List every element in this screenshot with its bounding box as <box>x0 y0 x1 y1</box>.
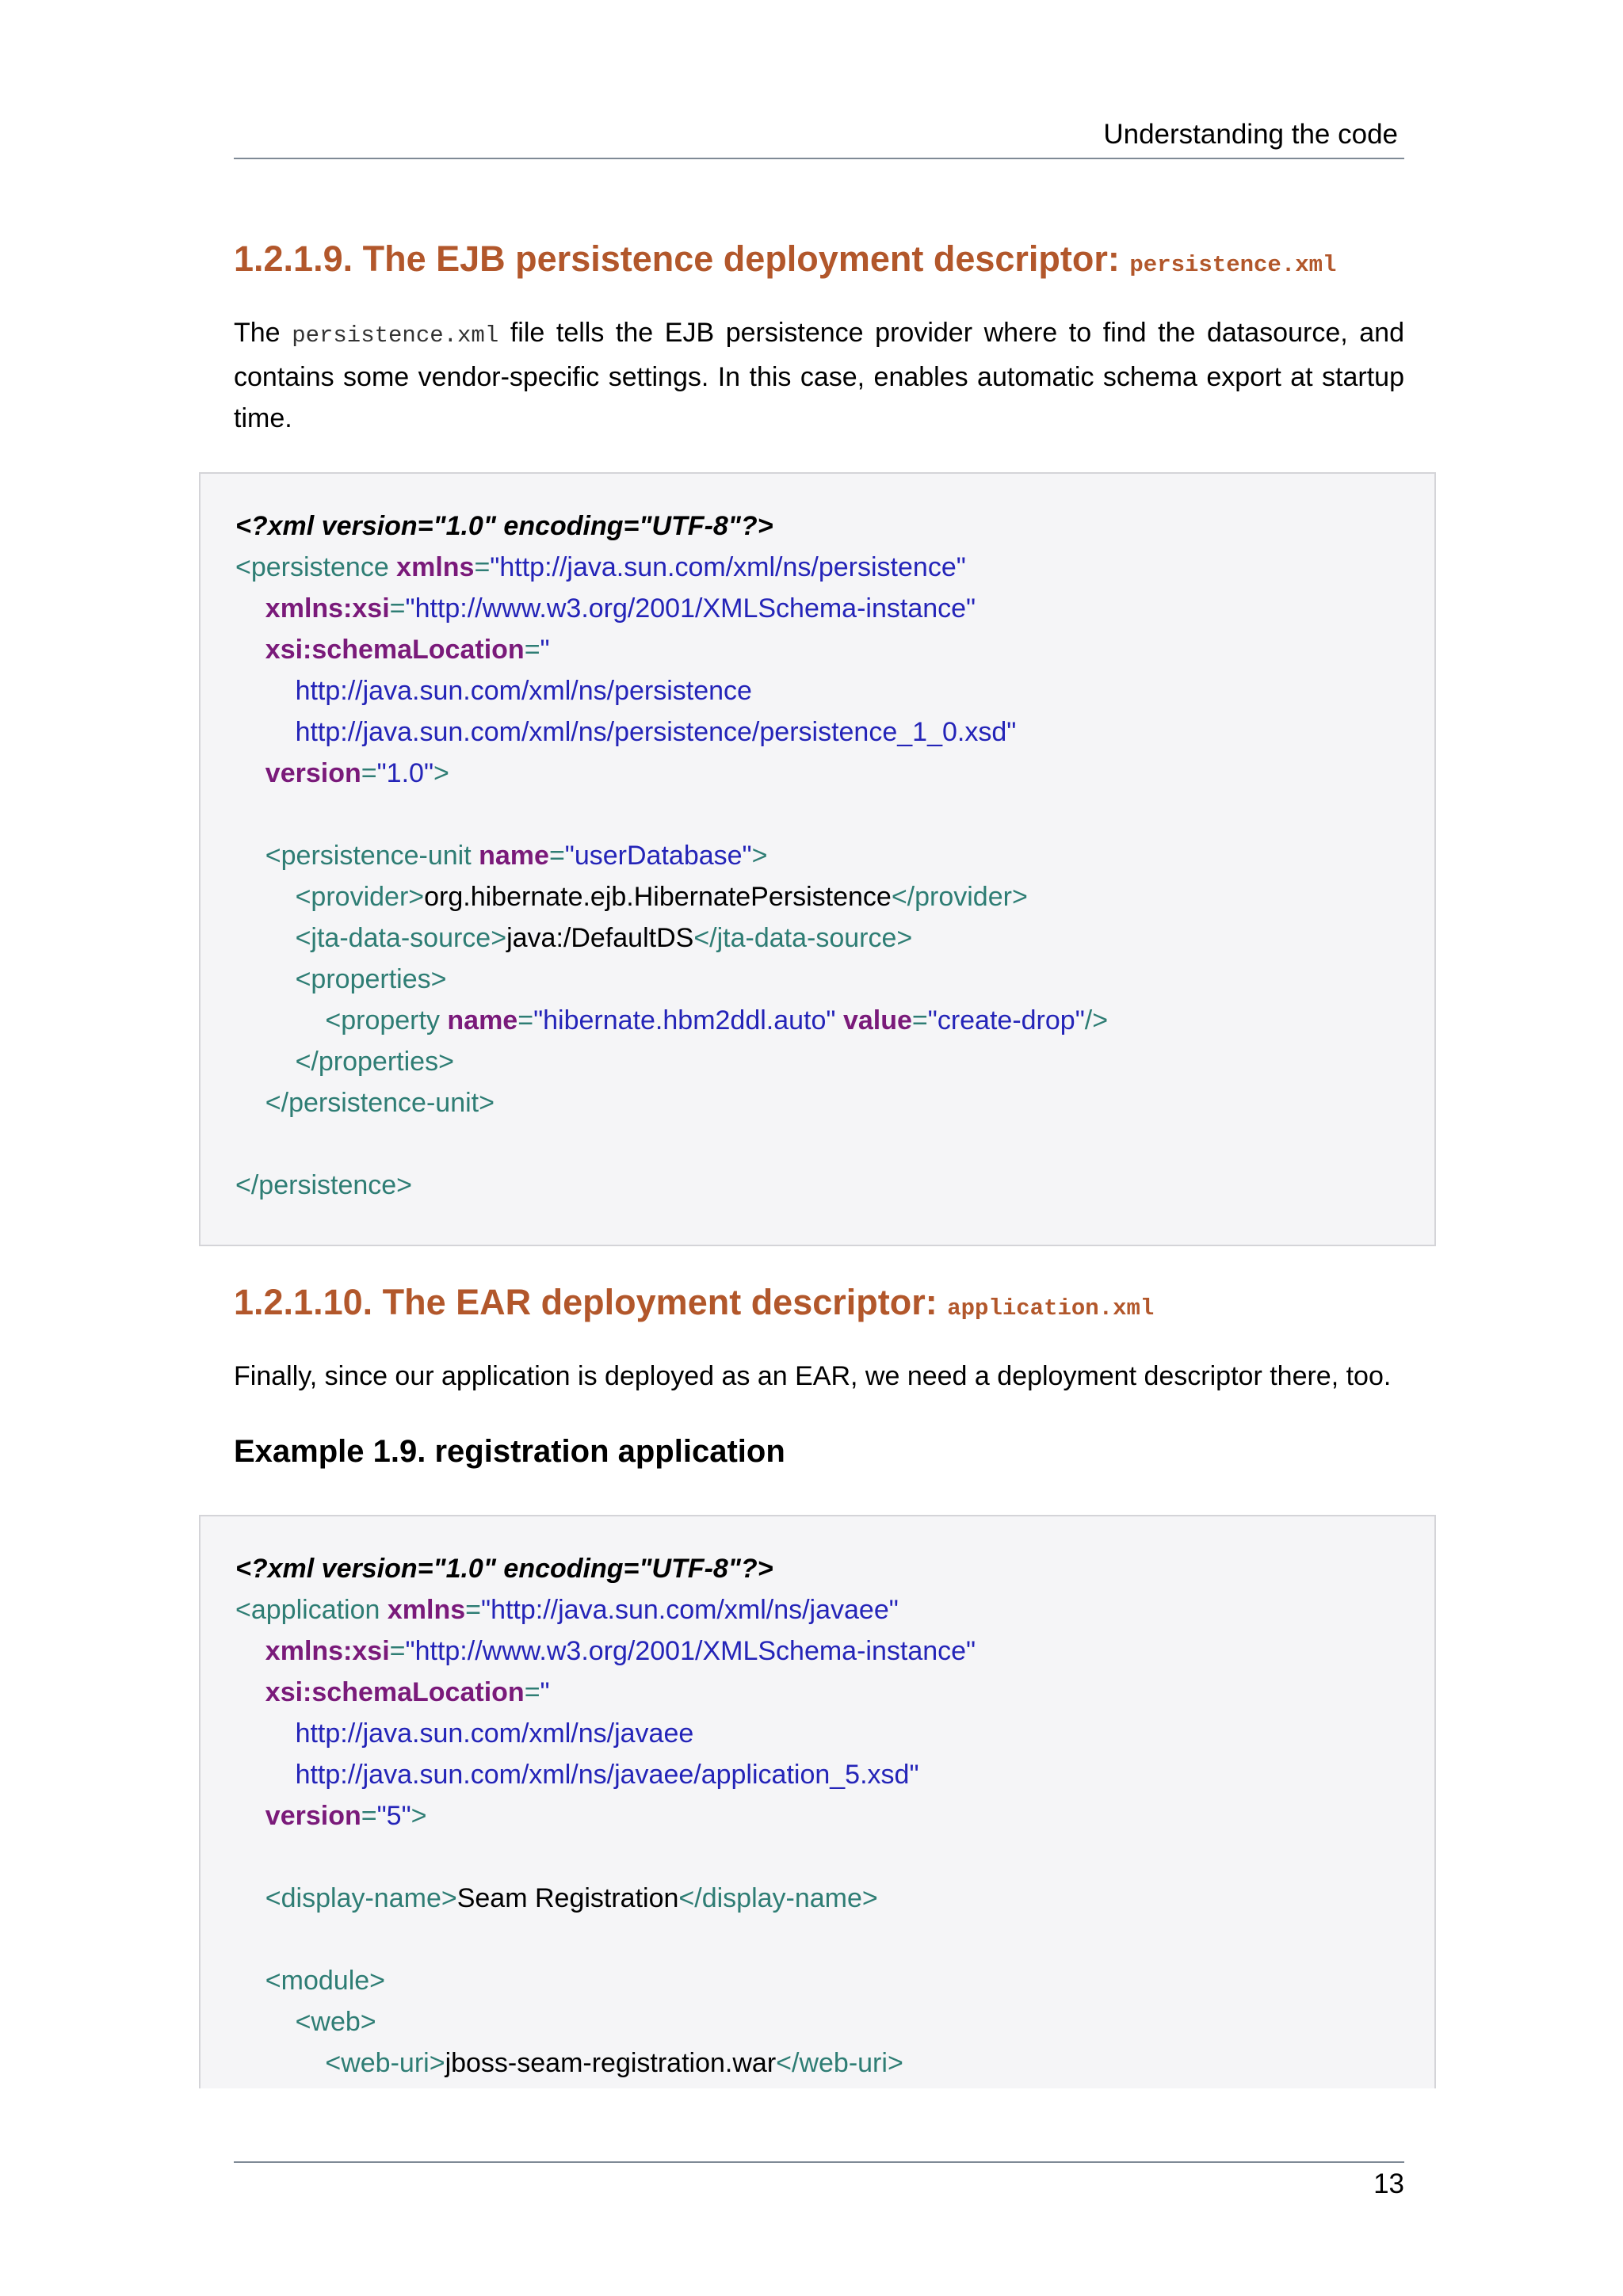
code-token: <?xml version="1.0" encoding="UTF-8"?> <box>235 1554 773 1584</box>
code-token: "1.0" <box>376 758 434 788</box>
code-token: xmlns:xsi <box>265 593 390 624</box>
code-token: <web-uri> <box>325 2048 445 2078</box>
code-token: <display-name> <box>265 1883 457 1913</box>
code-token: version <box>265 758 361 788</box>
paragraph-filename: persistence.xml <box>292 322 499 349</box>
code-line <box>235 1589 1434 1630</box>
code-token: = <box>524 635 540 665</box>
code-line <box>235 1082 1434 1123</box>
code-token: xsi:schemaLocation <box>265 1677 525 1707</box>
code-token: = <box>361 758 377 788</box>
code-token: org.hibernate.ejb.HibernatePersistence <box>424 882 892 912</box>
persistence-paragraph <box>234 312 1404 439</box>
code-token: </jta-data-source> <box>693 923 913 953</box>
code-token: </provider> <box>891 882 1028 912</box>
code-token: xmlns:xsi <box>265 1636 390 1666</box>
code-line <box>235 1165 1434 1206</box>
code-token <box>235 635 265 665</box>
code-token: Seam Registration <box>456 1883 679 1913</box>
code-token: " <box>540 1677 550 1707</box>
persistence-code-block <box>199 472 1436 1246</box>
code-token <box>235 2048 325 2078</box>
code-token: xmlns <box>387 1595 466 1625</box>
code-token: </properties> <box>295 1047 454 1077</box>
code-token <box>235 1677 265 1707</box>
application-code-block <box>199 1515 1436 2088</box>
code-token: "http://java.sun.com/xml/ns/javaee" <box>481 1595 899 1625</box>
code-token: <?xml version="1.0" encoding="UTF-8"?> <box>235 511 773 541</box>
code-token <box>235 676 296 706</box>
section-heading-file: persistence.xml <box>1129 252 1337 278</box>
code-token: http://java.sun.com/xml/ns/javaee <box>295 1718 694 1749</box>
code-token: "5" <box>376 1801 411 1831</box>
section-heading-ear <box>234 1281 1154 1330</box>
code-token <box>235 923 296 953</box>
code-token <box>235 841 265 871</box>
code-token: = <box>361 1801 377 1831</box>
code-line <box>235 1672 1434 1713</box>
code-line <box>235 547 1434 588</box>
section-heading-text: 1.2.1.10. The EAR deployment descriptor: <box>234 1282 948 1322</box>
code-token: </persistence> <box>235 1170 413 1200</box>
code-token: name <box>447 1005 518 1035</box>
section-heading-text: 1.2.1.9. The EJB persistence deployment descriptor: <box>234 238 1130 279</box>
page-number: 13 <box>1373 2168 1404 2199</box>
code-line <box>235 753 1434 794</box>
code-line <box>235 917 1434 959</box>
code-line <box>235 1878 1434 1919</box>
code-token: "http://www.w3.org/2001/XMLSchema-instance" <box>405 1636 976 1666</box>
code-line <box>235 2001 1434 2042</box>
code-token: </display-name> <box>678 1883 878 1913</box>
code-token: "userDatabase" <box>564 841 752 871</box>
code-token: </web-uri> <box>776 2048 903 2078</box>
code-token: = <box>465 1595 481 1625</box>
code-line <box>235 1041 1434 1082</box>
code-token: <property <box>325 1005 448 1035</box>
code-token: <jta-data-source> <box>295 923 507 953</box>
code-token <box>235 2007 296 2037</box>
example-title: Example 1.9. registration application <box>234 1434 785 1469</box>
paragraph-suffix: file tells the EJB persistence provider where to find the datasource, and contains some vendor-specific settings. In this case, enables automatic schema export at startup time. <box>234 318 1404 433</box>
code-line <box>235 794 1434 835</box>
code-token: = <box>474 552 491 582</box>
code-line <box>235 1960 1434 2001</box>
code-token <box>235 1883 265 1913</box>
code-token <box>235 593 265 624</box>
code-token: = <box>389 593 406 624</box>
code-line <box>235 1000 1434 1041</box>
code-line <box>235 1754 1434 1795</box>
code-token <box>235 882 296 912</box>
code-token <box>235 1718 296 1749</box>
ear-paragraph: Finally, since our application is deployed as an EAR, we need a deployment descriptor there, too. <box>234 1361 1392 1391</box>
code-token <box>835 1005 842 1035</box>
code-token: /> <box>1084 1005 1109 1035</box>
code-token: "http://java.sun.com/xml/ns/persistence" <box>490 552 966 582</box>
code-line <box>235 1919 1434 1960</box>
code-token <box>235 964 296 994</box>
code-token: <persistence <box>235 552 397 582</box>
code-token <box>235 1801 265 1831</box>
code-token: value <box>842 1005 912 1035</box>
running-header: Understanding the code <box>1103 119 1398 150</box>
code-line <box>235 1836 1434 1878</box>
code-token: <properties> <box>295 964 447 994</box>
code-token <box>235 1966 265 1996</box>
code-token: name <box>479 841 549 871</box>
code-token: > <box>751 841 768 871</box>
code-token <box>235 1636 265 1666</box>
code-line <box>235 876 1434 917</box>
persistence-xml-code <box>200 474 1434 1206</box>
code-token: " <box>540 635 550 665</box>
code-token <box>235 1088 265 1118</box>
code-token: <persistence-unit <box>265 841 479 871</box>
code-token: = <box>911 1005 928 1035</box>
code-line <box>235 1548 1434 1589</box>
code-token: "create-drop" <box>927 1005 1085 1035</box>
code-token: = <box>548 841 565 871</box>
code-token: = <box>517 1005 534 1035</box>
code-line <box>235 505 1434 547</box>
code-token: = <box>389 1636 406 1666</box>
code-token: xmlns <box>396 552 475 582</box>
code-token: http://java.sun.com/xml/ns/javaee/application_5.xsd" <box>295 1760 919 1790</box>
code-token: "hibernate.hbm2ddl.auto" <box>533 1005 836 1035</box>
code-token: http://java.sun.com/xml/ns/persistence <box>295 676 752 706</box>
header-rule <box>234 158 1404 159</box>
code-token: java:/DefaultDS <box>506 923 694 953</box>
code-token: > <box>411 1801 427 1831</box>
code-line <box>235 2042 1434 2084</box>
code-token <box>235 1005 325 1035</box>
application-xml-code <box>200 1516 1434 2084</box>
code-line <box>235 835 1434 876</box>
code-token <box>235 717 296 747</box>
code-line <box>235 1630 1434 1672</box>
code-token: </persistence-unit> <box>265 1088 495 1118</box>
footer-rule <box>234 2161 1404 2163</box>
code-line <box>235 711 1434 753</box>
code-token: jboss-seam-registration.war <box>445 2048 777 2078</box>
code-token: <module> <box>265 1966 386 1996</box>
code-line <box>235 1713 1434 1754</box>
section-heading-persistence <box>234 238 1336 287</box>
code-token: = <box>524 1677 540 1707</box>
code-token: http://java.sun.com/xml/ns/persistence/persistence_1_0.xsd" <box>295 717 1017 747</box>
code-token: > <box>433 758 449 788</box>
code-token: <application <box>235 1595 388 1625</box>
code-token <box>235 1760 296 1790</box>
code-line <box>235 1123 1434 1165</box>
code-line <box>235 629 1434 670</box>
section-heading-file: application.xml <box>947 1295 1155 1322</box>
code-line <box>235 959 1434 1000</box>
code-token <box>235 758 265 788</box>
code-token: <web> <box>295 2007 376 2037</box>
code-token: version <box>265 1801 361 1831</box>
code-line <box>235 1795 1434 1836</box>
code-token <box>235 1047 296 1077</box>
code-token: "http://www.w3.org/2001/XMLSchema-instance" <box>405 593 976 624</box>
code-line <box>235 588 1434 629</box>
code-token: xsi:schemaLocation <box>265 635 525 665</box>
code-line <box>235 670 1434 711</box>
paragraph-prefix: The <box>234 318 292 348</box>
code-token: <provider> <box>295 882 425 912</box>
